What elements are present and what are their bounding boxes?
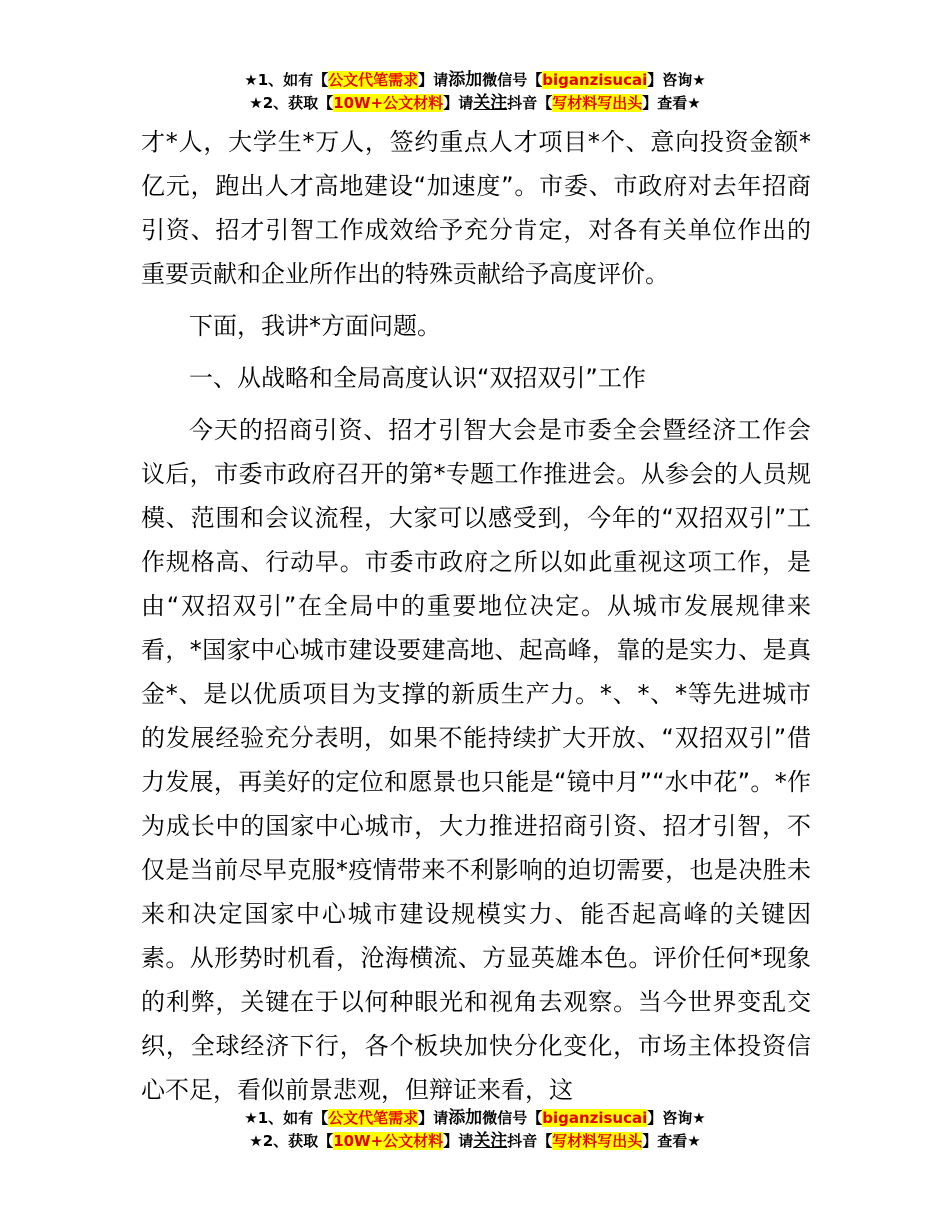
highlight-wechat-id: biganzisucai	[542, 71, 648, 89]
banner-text: 微信号【	[482, 1109, 543, 1127]
highlight-materials: 10W+公文材料	[333, 94, 444, 112]
banner-text: 抖音【	[507, 1132, 553, 1150]
highlight-materials: 10W+公文材料	[333, 1132, 444, 1150]
banner-emphasis: 关注	[473, 1131, 508, 1151]
banner-text: 】查看★	[642, 94, 701, 112]
banner-text: 】请	[418, 1109, 449, 1127]
highlight-douyin-account: 写材料写出头	[552, 94, 643, 112]
paragraph-continuation: 才*人，大学生*万人，签约重点人才项目*个、意向投资金额*亿元，跑出人才高地建设“加速度”。市委、市政府对去年招商引资、招才引智工作成效给予充分肯定，对各有关单位作出的重要贡献和企业所作出的特殊贡献给予高度评价。	[141, 128, 811, 288]
banner-text: 抖音【	[507, 94, 553, 112]
highlight-douyin-account: 写材料写出头	[552, 1132, 643, 1150]
header-banner	[0, 69, 950, 115]
banner-text: ★1、如有【	[244, 1109, 329, 1127]
banner-text: 】查看★	[642, 1132, 701, 1150]
header-banner-line-1	[0, 69, 950, 92]
footer-banner	[0, 1107, 950, 1153]
banner-text: 微信号【	[482, 71, 543, 89]
section-heading: 一、从战略和全局高度认识“双招双引”工作	[189, 364, 646, 392]
banner-emphasis: 添加	[448, 1108, 483, 1128]
banner-text: ★2、获取【	[249, 1132, 334, 1150]
banner-text: 】请	[418, 71, 449, 89]
paragraph-main: 今天的招商引资、招才引智大会是市委全会暨经济工作会议后，市委市政府召开的第*专题工作推进会。从参会的人员规模、范围和会议流程，大家可以感受到，今年的“双招双引”工作规格高、行动早。市委市政府之所以如此重视这项工作，是由“双招双引”在全局中的重要地位决定。从城市发展规律来看，*国家中心城市建设要建高地、起高峰，靠的是实力、是真金*、是以优质项目为支撑的新质生产力。*、*、*等先进城市的发展经验充分表明，如果不能持续扩大开放、“双招双引”借力发展，再美好的定位和愿景也只能是“镜中月”“水中花”。*作为成长中的国家中心城市，大力推进招商引资、招才引智，不仅是当前尽早克服*疫情带来不利影响的迫切需要，也是决胜未来和决定国家中心城市建设规模实力、能否起高峰的关键因素。从形势时机看，沧海横流、方显英雄本色。评价任何*现象的利弊，关键在于以何种眼光和视角去观察。当今世界变乱交织，全球经济下行，各个板块加快分化变化，市场主体投资信心不足，看似前景悲观，但辩证来看，这	[141, 416, 811, 1104]
banner-text: 】请	[443, 94, 474, 112]
banner-text: 】咨询★	[647, 71, 706, 89]
highlight-wechat-id: biganzisucai	[542, 1109, 648, 1127]
highlight-service: 公文代笔需求	[328, 71, 419, 89]
banner-text: ★2、获取【	[249, 94, 334, 112]
banner-text: 】请	[443, 1132, 474, 1150]
header-banner-line-2	[0, 92, 950, 115]
banner-text: 】咨询★	[647, 1109, 706, 1127]
highlight-service: 公文代笔需求	[328, 1109, 419, 1127]
banner-text: ★1、如有【	[244, 71, 329, 89]
banner-emphasis: 关注	[473, 93, 508, 113]
footer-banner-line-1	[0, 1107, 950, 1130]
paragraph-intro: 下面，我讲*方面问题。	[189, 312, 441, 340]
document-body	[141, 120, 811, 1120]
footer-banner-line-2	[0, 1130, 950, 1153]
banner-emphasis: 添加	[448, 70, 483, 90]
